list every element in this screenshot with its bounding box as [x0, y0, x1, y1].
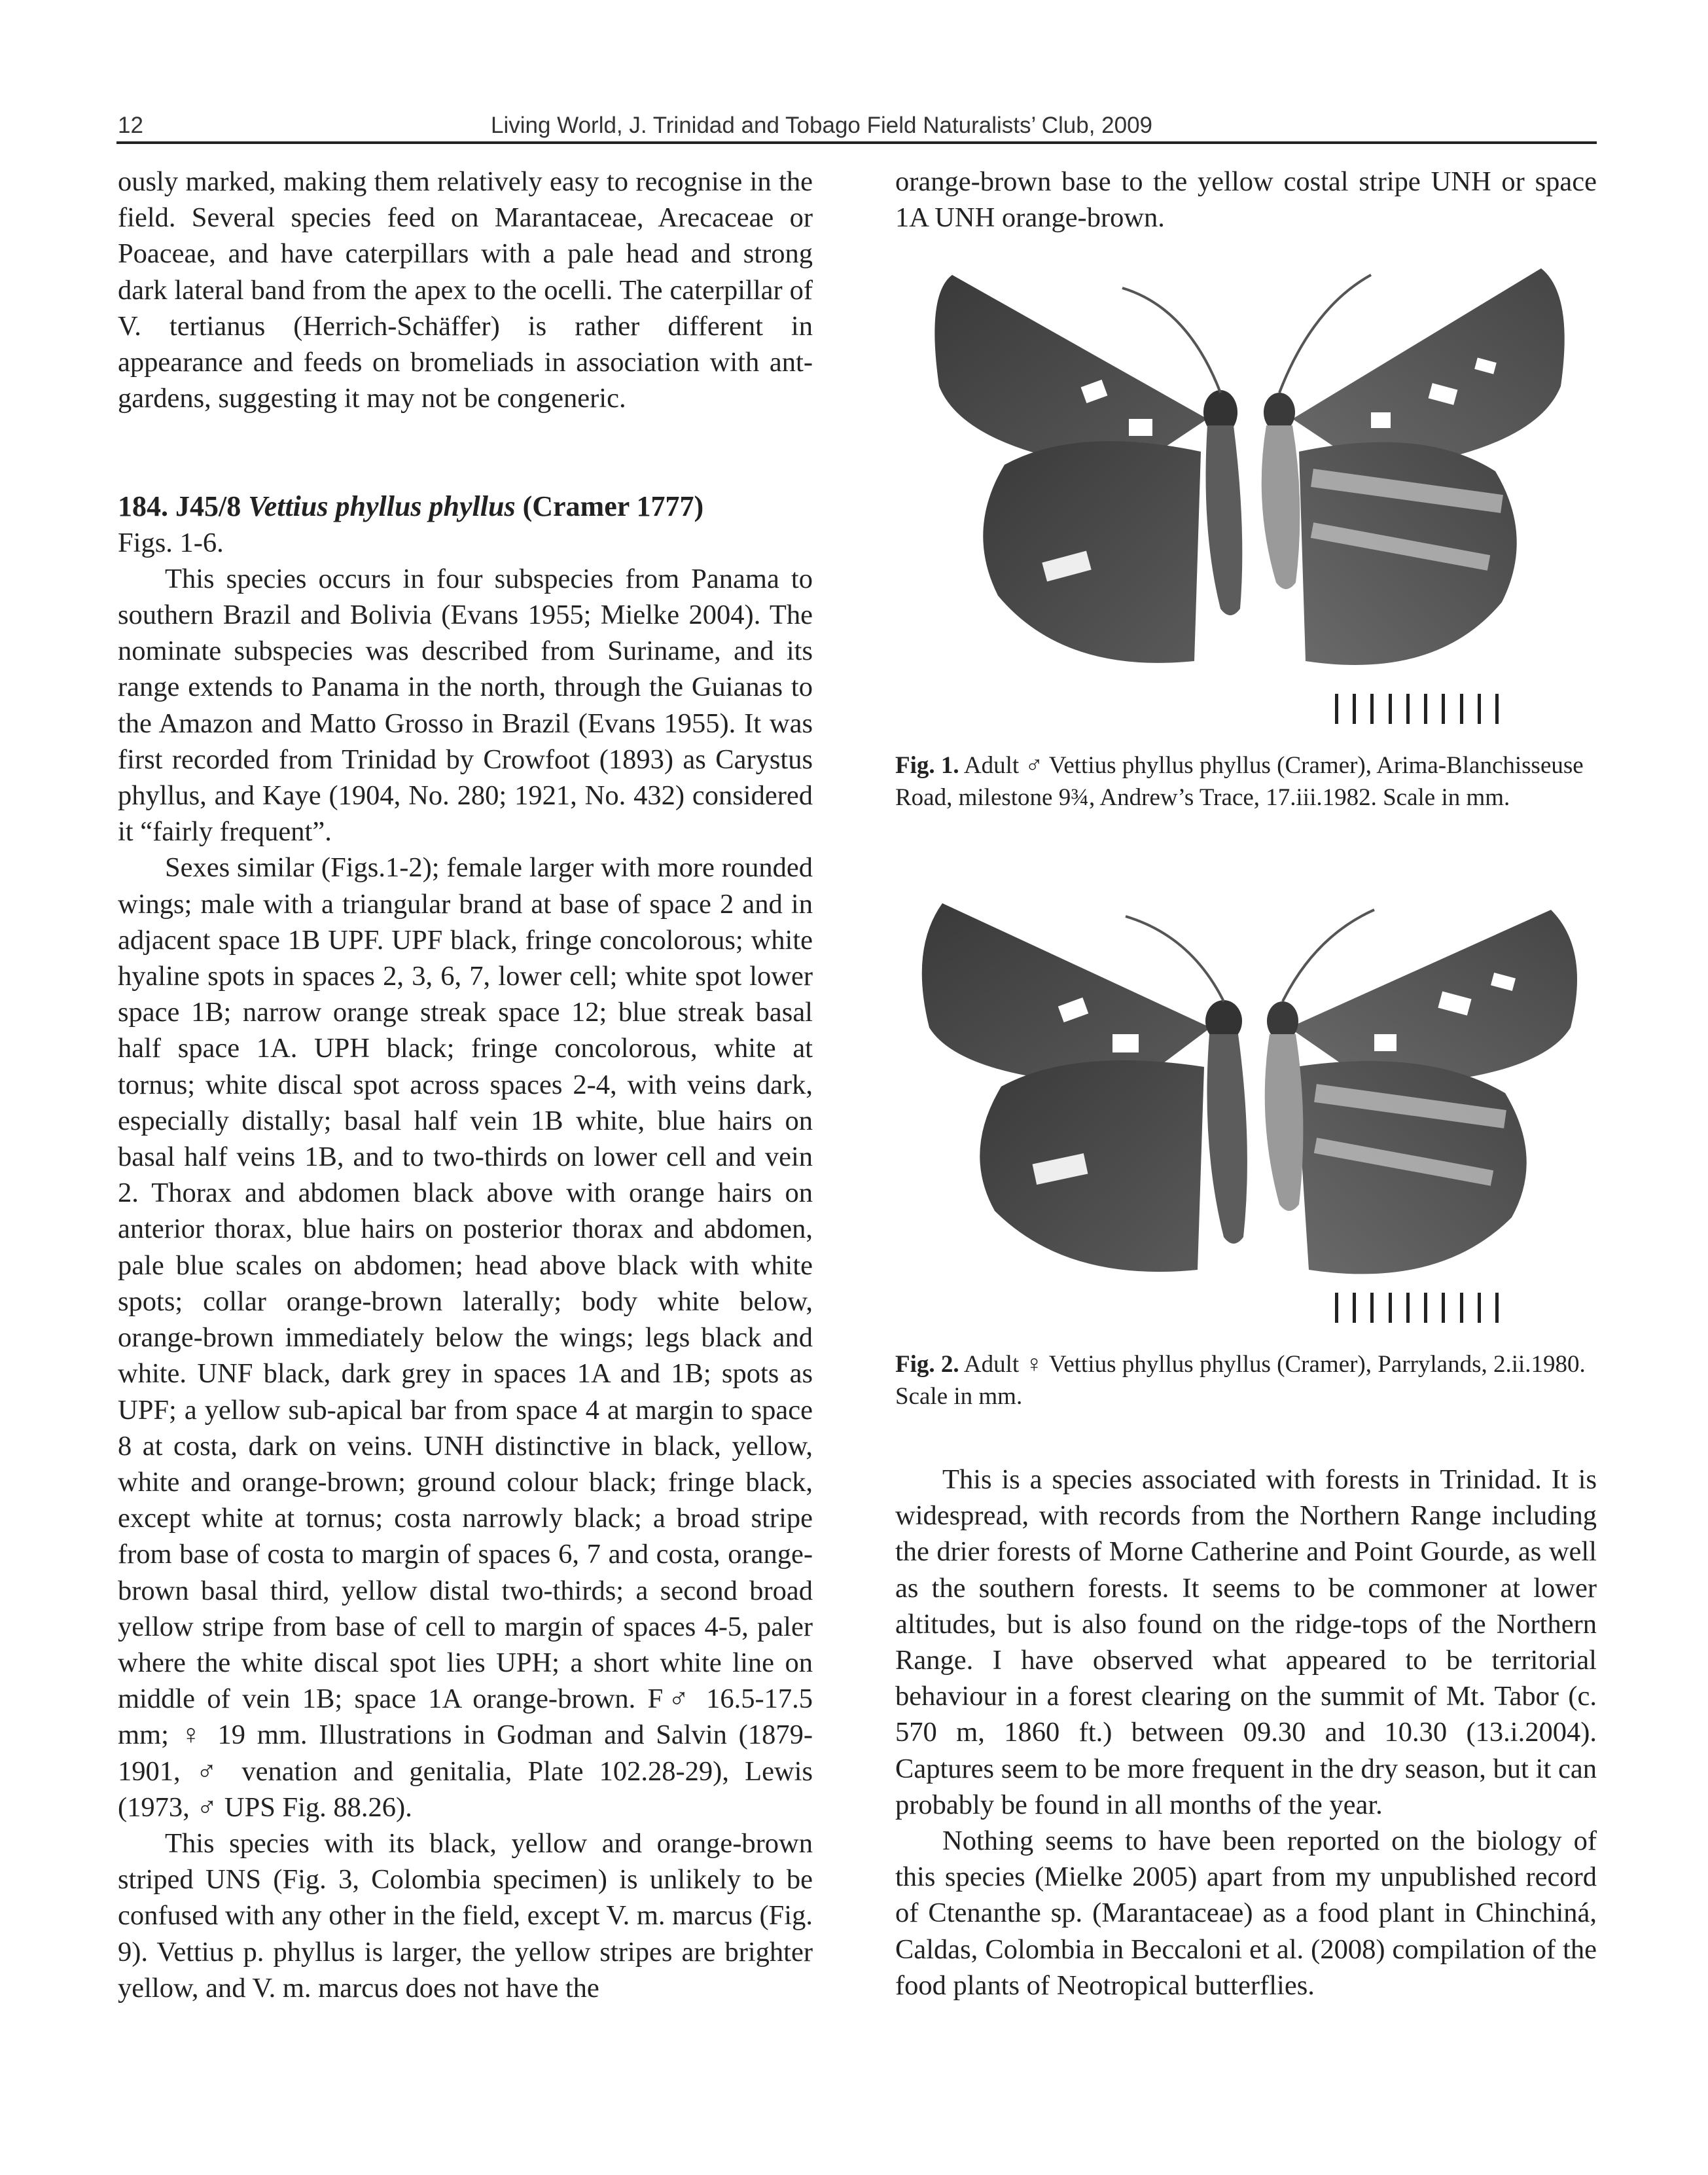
figure-2-scale-bar [1335, 1293, 1499, 1323]
figure-1-scale-bar [1335, 694, 1499, 724]
running-title: Living World, J. Trinidad and Tobago Field Naturalists’ Club, 2009 [491, 113, 1153, 138]
species-heading [118, 488, 813, 524]
right-column-top [895, 164, 1597, 236]
left-forewing [922, 903, 1211, 1087]
left-hindwing [980, 1060, 1204, 1272]
paragraph-distribution: This species occurs in four subspecies from Panama to southern Brazil and Bolivia (Evans 1955; Mielke 2004). The nominate subspecies was described from Suriname, and its range extends to Panama in the north, through the Guianas to the Amazon and Matto Grosso in Brazil (Evans 1955). It was first recorded from Trinidad by Crowfoot (1893) as Carystus phyllus, and Kaye (1904, No. 280; 1921, No. 432) considered it “fairly frequent”. [118, 563, 813, 848]
species-name: Vettius phyllus phyllus [248, 490, 516, 523]
figure-2-label: Fig. 2. [895, 1351, 959, 1378]
header-rule [116, 141, 1597, 144]
figure-2-text: Adult ♀ Vettius phyllus phyllus (Cramer), Parrylands, 2.ii.1980. Scale in mm. [895, 1351, 1586, 1410]
paragraph-identification: This species with its black, yellow and orange-brown striped UNS (Fig. 3, Colombia specimen) is unlikely to be confused with any other in the field, except V. m. marcus (Fig. 9). Vettius p. phyllus is larger, the yellow stripes are brighter yellow, and V. m. marcus does not have the [118, 1827, 813, 2004]
paragraph-description: Sexes similar (Figs.1-2); female larger with more rounded wings; male with a triangular brand at base of space 2 and in adjacent space 1B UPF. UPF black, fringe concolorous; white hyaline spots in spaces 2, 3, 6, 7, lower cell; white spot lower space 1B; narrow orange streak space 12; blue streak basal half space 1A. UPH black; fringe concolorous, white at tornus; white discal spot across spaces 2-4, with veins dark, especially distally; basal half vein 1B white, blue hairs on basal half veins 1B, and to two-thirds on lower cell and vein 2. Thorax and abdomen black above with orange hairs on anterior thorax, blue hairs on posterior thorax and abdomen, pale blue scales on abdomen; head above black with white spots; collar orange-brown laterally; body white below, orange-brown immediately below the wings; legs black and white. UNF black, dark grey in spaces 1A and 1B; spots as UPF; a yellow sub-apical bar from space 4 at margin to space 8 at costa, dark on veins. UNH distinctive in black, yellow, white and orange-brown; ground colour black; fringe black, except white at tornus; costa narrowly black; a broad stripe from base of costa to margin of spaces 6, 7 and costa, orange-brown basal third, yellow distal two-thirds; a second broad yellow stripe from base of cell to margin of spaces 4-5, paler where the white discal spot lies UPH; a short white line on middle of vein 1B; space 1A orange-brown. F♂ 16.5-17.5 mm; ♀ 19 mm. Illustrations in Godman and Salvin (1879-1901, ♂ venation and genitalia, Plate 102.28-29), Lewis (1973, ♂ UPS Fig. 88.26). [118, 852, 813, 1823]
left-forewing [934, 275, 1207, 471]
right-forewing [1292, 268, 1565, 471]
figure-2-butterfly-female [903, 897, 1597, 1309]
species-author: (Cramer 1777) [522, 490, 704, 523]
figure-1-text: Adult ♂ Vettius phyllus phyllus (Cramer), Arima-Blanchisseuse Road, milestone 9¾, Andrew’s Trace, 17.iii.1982. Scale in mm. [895, 752, 1584, 811]
left-column [118, 164, 813, 2006]
figure-1-caption [895, 749, 1597, 814]
paragraph-biology: Nothing seems to have been reported on the biology of this species (Mielke 2005) apart from my unpublished record of Ctenanthe sp. (Marantaceae) as a food plant in Chinchiná, Caldas, Colombia in Beccaloni et al. (2008) compilation of the food plants of Neotropical butterflies. [895, 1825, 1597, 2001]
paragraph-habitat: This is a species associated with forests in Trinidad. It is widespread, with records from the Northern Range including the drier forests of Morne Catherine and Point Gourde, as well as the southern forests. It seems to be commoner at lower altitudes, but is also found on the ridge-tops of the Northern Range. I have observed what appeared to be territorial behaviour in a forest clearing on the summit of Mt. Tabor (c. 570 m, 1860 ft.) between 09.30 and 10.30 (13.i.2004). Captures seem to be more frequent in the dry season, but it can probably be found in all months of the year. [895, 1464, 1597, 1820]
paragraph-continued-right: orange-brown base to the yellow costal stripe UNH or space 1A UNH orange-brown. [895, 166, 1597, 234]
figs-reference: Figs. 1-6. [118, 527, 224, 558]
right-column-bottom [895, 1462, 1597, 2004]
left-hindwing [983, 441, 1201, 663]
figure-2-caption [895, 1348, 1597, 1412]
page-number: 12 [118, 113, 143, 138]
species-number: 184. J45/8 [118, 490, 241, 523]
figure-1-butterfly-male [913, 255, 1587, 727]
paragraph-continued: ously marked, making them relatively easy to recognise in the field. Several species feed on Marantaceae, Arecaceae or Poaceae, and have caterpillars with a pale head and strong dark lateral band from the apex to the ocelli. The caterpillar of V. tertianus (Herrich-Schäffer) is rather different in appearance and feeds on bromeliads in association with ant-gardens, suggesting it may not be congeneric. [118, 166, 813, 414]
figure-1-label: Fig. 1. [895, 752, 959, 779]
